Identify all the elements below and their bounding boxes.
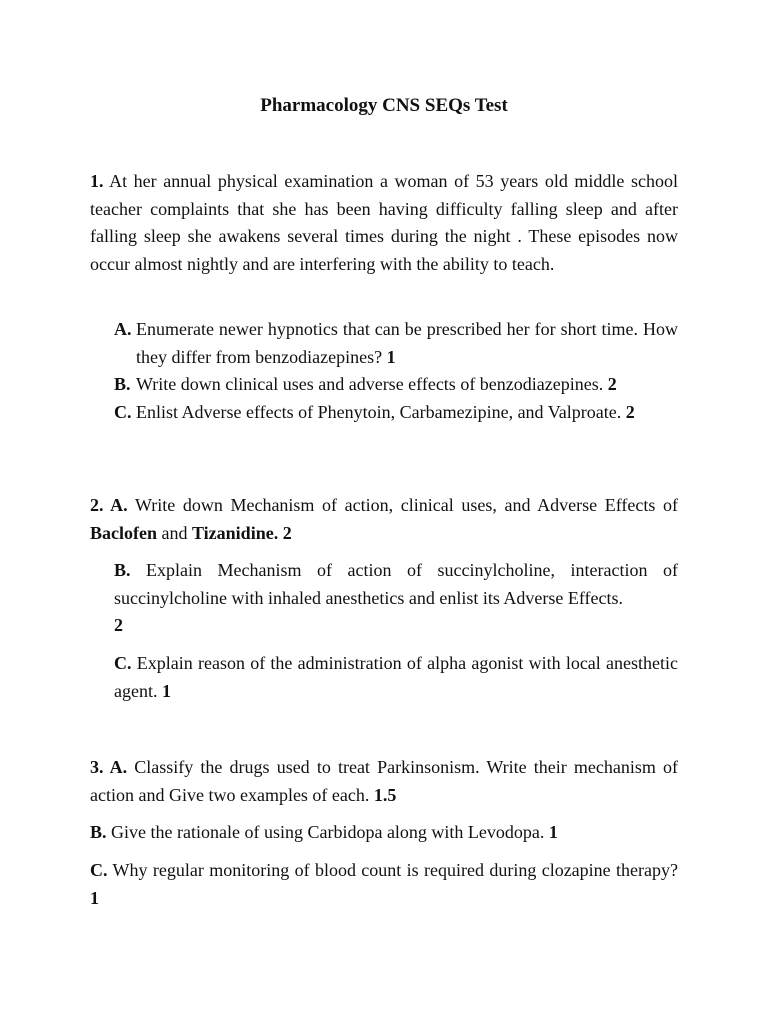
question-1b-label: B. — [114, 374, 131, 394]
question-3c — [90, 857, 678, 912]
question-3a-text: Classify the drugs used to treat Parkinsonism. Write their mechanism of action and Give two examples of each. — [90, 757, 679, 805]
question-2b-text: Explain Mechanism of action of succinylcholine, interaction of succinylcholine with inhaled anesthetics and enlist its Adverse Effects. — [114, 560, 678, 608]
question-3b — [90, 819, 678, 847]
question-1b-marks: 2 — [607, 374, 617, 394]
question-2-number: 2. A. — [90, 495, 128, 515]
question-1b — [114, 371, 678, 399]
question-3b-label: B. — [90, 822, 107, 842]
question-3b-text: Give the rationale of using Carbidopa along with Levodopa. — [111, 822, 545, 842]
question-1b-text: Write down clinical uses and adverse effects of benzodiazepines. — [136, 374, 604, 394]
question-2a-text: Write down Mechanism of action, clinical uses, and Adverse Effects of — [134, 495, 678, 515]
question-2a-drug-tizanidine: Tizanidine. — [192, 522, 279, 543]
question-2b-marks: 2 — [114, 615, 123, 635]
question-2c-text: Explain reason of the administration of alpha agonist with local anesthetic agent. — [114, 653, 678, 701]
question-3c-text: Why regular monitoring of blood count is required during clozapine therapy? — [112, 860, 678, 880]
question-1c-marks: 2 — [625, 401, 635, 422]
question-1-text: At her annual physical examination a woman of 53 years old middle school teacher complaints that she has been having difficulty falling sleep and after falling sleep she awakens several times during the night . These episodes now occur almost nightly and are interfering with the ability to teach. — [90, 171, 678, 274]
question-1a — [114, 316, 678, 371]
question-2b-label: B. — [114, 560, 131, 580]
question-1c-text: Enlist Adverse effects of Phenytoin, Carbamezipine, and Valproate. — [136, 401, 622, 422]
question-2c-label: C. — [114, 653, 132, 673]
question-2a-marks: 2 — [282, 522, 292, 543]
question-2a-drug-baclofen: Baclofen — [90, 522, 157, 543]
question-1a-label: A. — [114, 319, 132, 339]
question-2c — [114, 650, 678, 705]
question-3c-marks: 1 — [90, 887, 99, 908]
question-1a-text: Enumerate newer hypnotics that can be prescribed her for short time. How they differ from benzodiazepines? — [136, 319, 678, 367]
question-3b-marks: 1 — [548, 822, 558, 842]
question-2a — [90, 492, 678, 547]
question-3c-label: C. — [90, 860, 108, 880]
question-1c — [114, 399, 678, 427]
question-1-subparts — [114, 316, 678, 426]
question-3a-marks: 1.5 — [373, 784, 397, 805]
question-1-number: 1. — [90, 171, 104, 191]
question-1-stem — [90, 168, 678, 278]
question-3a — [90, 754, 678, 809]
question-1c-label: C. — [114, 401, 132, 422]
page-title: Pharmacology CNS SEQs Test — [260, 95, 508, 116]
question-2c-marks: 1 — [161, 680, 171, 701]
document-page — [90, 0, 678, 1024]
question-2b — [114, 557, 678, 640]
question-1a-marks: 1 — [386, 346, 396, 367]
question-2a-and: and — [161, 522, 188, 543]
question-3-number: 3. A. — [90, 757, 128, 777]
